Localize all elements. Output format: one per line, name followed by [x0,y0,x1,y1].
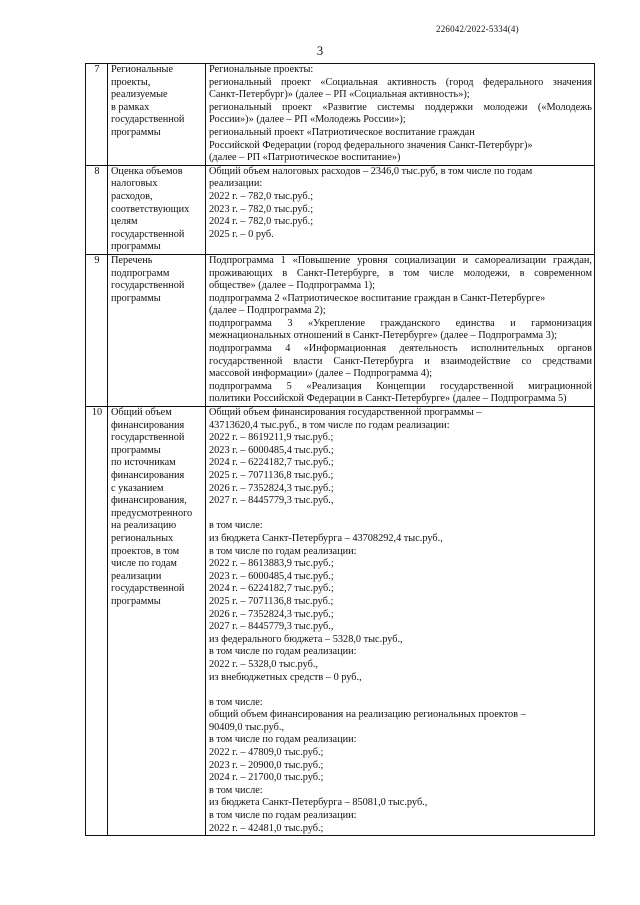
row-label-line: соответствующих [111,203,190,215]
row-label [108,407,206,836]
row-label-line: в рамках [111,101,150,113]
row-content-line: региональный проект «Развитие системы поддержки молодежи («Молодежь [209,101,592,113]
row-label-line: Общий объем [111,407,172,419]
row-content-line: массовой информации» (далее – Подпрограмма 4); [209,368,433,380]
row-number: 9 [86,254,108,406]
table-row [86,165,595,254]
row-content-line: (далее – РП «Патриотическое воспитание») [209,152,401,164]
row-content-line: Подпрограмма 1 «Повышение уровня социализации и самореализации граждан, [209,254,592,266]
row-content-line: 2023 г. – 782,0 тыс.руб.; [209,203,314,215]
row-content-line: 2024 г. – 21700,0 тыс.руб.; [209,772,324,784]
table-row [86,407,595,836]
row-content-line: межнациональных отношений в Санкт-Петербурге» (далее – Подпрограмма 3); [209,330,558,342]
row-content-line: в том числе: [209,784,263,796]
row-content-line [209,684,592,697]
row-content-line: в том числе по годам реализации: [209,646,357,658]
document-registration-number: 226042/2022-5334(4) [436,24,519,34]
row-content-line: Санкт-Петербург)» (далее – РП «Социальная активность»); [209,89,470,101]
table-row [86,254,595,406]
row-content-line: общий объем финансирования на реализацию региональных проектов – [209,709,526,721]
row-label-line: программы [111,292,161,304]
row-label-line: финансирования [111,419,185,431]
row-content-line: 2027 г. – 8445779,3 тыс.руб., [209,495,334,507]
row-content-line: 2022 г. – 8619211,9 тыс.руб.; [209,432,334,444]
table-body [86,64,595,836]
row-label-line: с указанием [111,482,164,494]
row-content-line: 2022 г. – 47809,0 тыс.руб.; [209,747,324,759]
row-label-line: государственной [111,280,185,292]
row-content-line: 2026 г. – 7352824,3 тыс.руб.; [209,482,334,494]
row-label-line: налоговых [111,178,158,190]
row-number: 8 [86,165,108,254]
row-content-line: в том числе по годам реализации: [209,810,357,822]
page-number: 3 [316,44,324,58]
row-label-line: Региональные [111,64,174,75]
row-content-line [209,508,592,521]
row-content-line: 2022 г. – 782,0 тыс.руб.; [209,190,314,202]
row-content-line: подпрограмма 2 «Патриотическое воспитание граждан в Санкт-Петербурге» [209,292,546,304]
row-content-line: 2025 г. – 7071136,8 тыс.руб.; [209,470,334,481]
row-content-line: 2022 г. – 42481,0 тыс.руб.; [209,822,324,834]
row-content-line: 2024 г. – 6224182,7 тыс.руб.; [209,583,334,595]
row-content-line: Общий объем финансирования государственной программы – [209,407,482,419]
row-content-line: России»)» (далее – РП «Молодежь России»); [209,114,406,126]
row-content-line: региональный проект «Социальная активность (город федерального значения [209,76,592,88]
row-content-line: 2022 г. – 8613883,9 тыс.руб.; [209,558,334,570]
row-label-line: по источникам [111,457,176,469]
row-content-line: 2022 г. – 5328,0 тыс.руб., [209,658,318,670]
row-content-line: 43713620,4 тыс.руб., в том числе по годам реализации: [209,419,450,431]
row-label-line: государственной [111,228,185,240]
row-content-line: из федерального бюджета – 5328,0 тыс.руб., [209,633,403,645]
row-label-line: государственной [111,114,185,126]
row-label-line: региональных [111,532,174,544]
row-content-line: в том числе: [209,696,263,708]
row-content-line: реализации: [209,178,263,190]
row-content-line: проживающих в Санкт-Петербурге, в том числе молодежи, в современном [209,267,592,279]
row-label-line: программы [111,595,161,607]
row-content-line: политики Российской Федерации в Санкт-Петербурге» (далее – Подпрограмма 5) [209,393,567,405]
row-content-line: из бюджета Санкт-Петербурга – 43708292,4 тыс.руб., [209,532,443,544]
row-content-line: государственной власти Санкт-Петербурга и взаимодействие со средствами [209,355,592,367]
row-number: 10 [86,407,108,836]
row-content-line: Региональные проекты: [209,64,314,75]
row-content-line: (далее – Подпрограмма 2); [209,305,326,317]
row-content-line: 2026 г. – 7352824,3 тыс.руб.; [209,608,334,620]
row-content-line: из бюджета Санкт-Петербурга – 85081,0 тыс.руб., [209,797,428,809]
row-content [206,254,595,406]
row-content-line: обществе» (далее – Подпрограмма 1); [209,280,376,292]
row-content [206,64,595,166]
row-label-line: проекты, [111,76,151,88]
row-content [206,165,595,254]
row-label-line: Перечень [111,254,153,266]
row-label-line: реализации [111,570,162,582]
row-number: 7 [86,64,108,166]
row-label-line: государственной [111,432,185,444]
row-content-line: в том числе по годам реализации: [209,545,357,557]
row-content-line: 2025 г. – 7071136,8 тыс.руб.; [209,595,334,607]
row-label-line: Оценка объемов [111,165,183,177]
row-content-line: 2024 г. – 782,0 тыс.руб.; [209,216,314,228]
row-label-line: государственной [111,583,185,595]
row-content-line: подпрограмма 4 «Информационная деятельность исполнительных органов [209,343,592,355]
row-label-line: финансирования [111,470,185,481]
row-content-line: в том числе: [209,520,263,532]
row-content-line: 2023 г. – 20900,0 тыс.руб.; [209,759,324,771]
row-content-line: региональный проект «Патриотическое воспитание граждан [209,126,475,138]
row-label-line: программы [111,241,161,253]
row-content-line: из внебюджетных средств – 0 руб., [209,671,362,683]
row-content-line: Общий объем налоговых расходов – 2346,0 тыс.руб, в том числе по годам [209,165,533,177]
row-content-line: Российской Федерации (город федерального значения Санкт-Петербург)» [209,139,533,151]
row-content-line: в том числе по годам реализации: [209,734,357,746]
program-passport-table [85,63,595,836]
row-content-line: 90409,0 тыс.руб., [209,721,285,733]
row-content-line: 2023 г. – 6000485,4 тыс.руб.; [209,570,334,582]
row-content-line: 2023 г. – 6000485,4 тыс.руб.; [209,444,334,456]
row-label [108,165,206,254]
row-content-line: подпрограмма 5 «Реализация Концепции государственной миграционной [209,380,592,392]
row-content-line: 2025 г. – 0 руб. [209,228,274,240]
row-label-line: числе по годам [111,558,177,570]
row-label-line: проектов, в том [111,545,180,557]
row-content-line: 2027 г. – 8445779,3 тыс.руб., [209,621,334,633]
row-label-line: финансирования, [111,495,187,507]
row-label-line: предусмотренного [111,507,193,519]
row-label-line: программы [111,126,161,138]
row-label-line: расходов, [111,190,153,202]
row-label [108,254,206,406]
row-content-line: 2024 г. – 6224182,7 тыс.руб.; [209,457,334,469]
row-content-line: подпрограмма 3 «Укрепление гражданского единства и гармонизация [209,317,592,329]
table-row [86,64,595,166]
row-label-line: программы [111,444,161,456]
row-label-line: целям [111,216,138,228]
row-label-line: на реализацию [111,520,177,532]
row-label [108,64,206,166]
row-label-line: подпрограмм [111,267,170,279]
row-label-line: реализуемые [111,89,168,101]
row-content [206,407,595,836]
